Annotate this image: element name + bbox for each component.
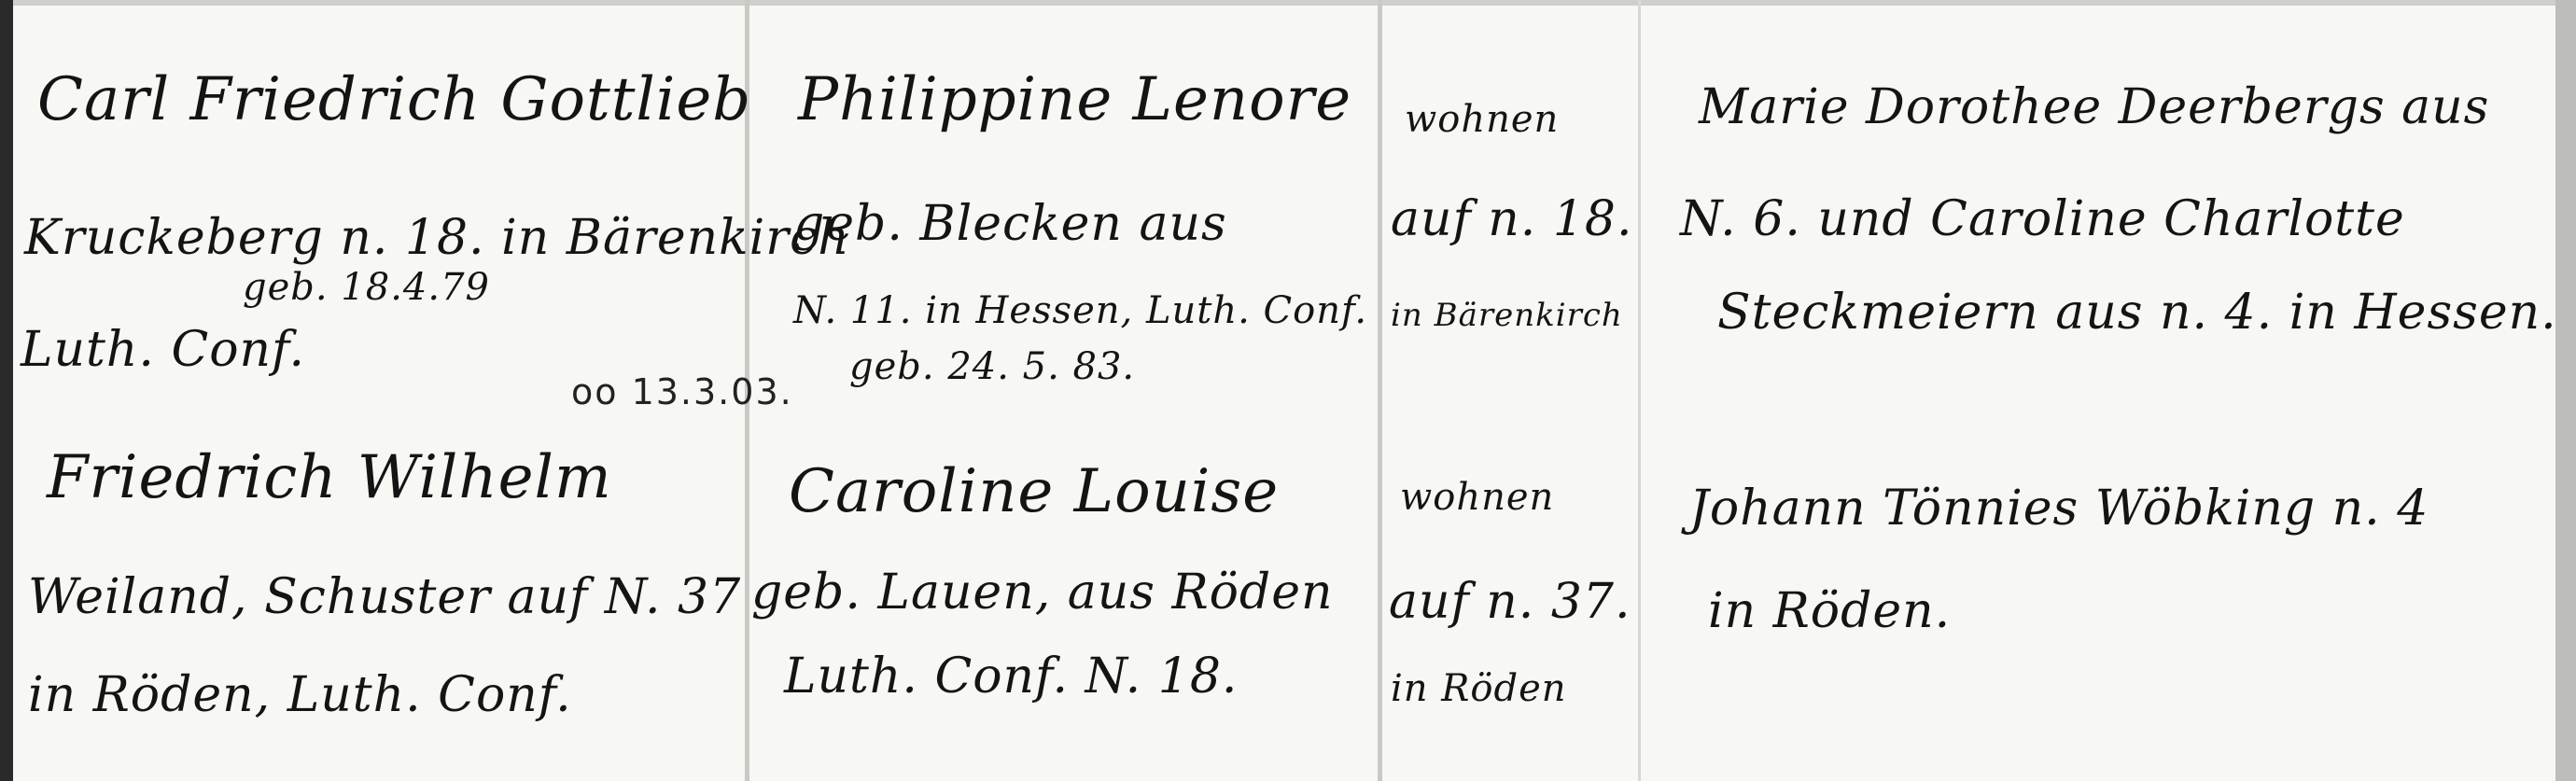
entry-2-residence-line1: wohnen: [1400, 476, 1555, 519]
entry-1-residence-line1: wohnen: [1405, 98, 1560, 141]
entry-2-mother-line3: Luth. Conf. N. 18.: [784, 649, 1239, 704]
entry-1-child-line3: Luth. Conf.: [21, 322, 305, 378]
entry-1-child-line1: Carl Friedrich Gottlieb: [37, 65, 752, 134]
entry-2-witnesses-line2: in Röden.: [1708, 583, 1952, 639]
top-rule: [0, 0, 2576, 6]
entry-2-witnesses-line1: Johann Tönnies Wöbking n. 4: [1689, 481, 2429, 537]
entry-1-residence-line3: in Bärenkirch: [1391, 297, 1623, 334]
entry-2-child-line2: Weiland, Schuster auf N. 37: [28, 569, 742, 625]
entry-2-child-line1: Friedrich Wilhelm: [47, 443, 612, 512]
column-divider-3: [1638, 0, 1641, 781]
entry-1-child-born: geb. 18.4.79: [243, 266, 490, 309]
entry-2-residence-line3: in Röden: [1391, 667, 1567, 710]
entry-1-witnesses-line2: N. 6. und Caroline Charlotte: [1680, 191, 2405, 247]
entry-2-mother-line2: geb. Lauen, aus Röden: [751, 565, 1334, 621]
entry-1-mother-line2: geb. Blecken aus: [793, 196, 1227, 252]
page-left-edge: [0, 0, 13, 781]
entry-1-residence-line2: auf n. 18.: [1391, 191, 1633, 247]
entry-2-mother-line1: Caroline Louise: [789, 457, 1280, 526]
entry-1-witnesses-line1: Marie Dorothee Deerbergs aus: [1699, 79, 2490, 135]
entry-1-witnesses-line3: Steckmeiern aus n. 4. in Hessen.: [1717, 285, 2557, 341]
entry-2-marriage-note: oo 13.3.03.: [571, 371, 793, 412]
entry-1-mother-born: geb. 24. 5. 83.: [849, 345, 1136, 388]
entry-1-mother-line1: Philippine Lenore: [798, 65, 1352, 134]
entry-2-residence-line2: auf n. 37.: [1389, 574, 1631, 630]
entry-2-child-line3: in Röden, Luth. Conf.: [28, 667, 572, 723]
column-divider-2: [1378, 0, 1382, 781]
entry-1-child-line2: Kruckeberg n. 18. in Bärenkirch: [24, 210, 850, 266]
entry-1-mother-line3: N. 11. in Hessen, Luth. Conf.: [793, 289, 1368, 332]
page-right-edge: [2555, 0, 2576, 781]
